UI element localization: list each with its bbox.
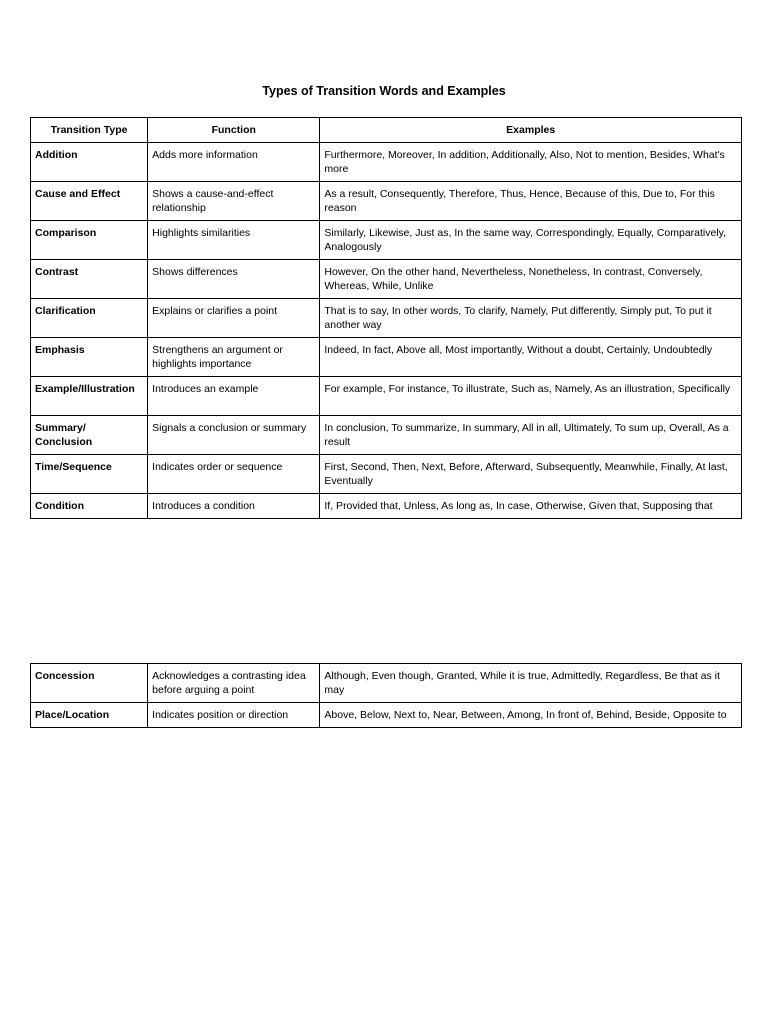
- row-examples: If, Provided that, Unless, As long as, In case, Otherwise, Given that, Supposing that: [320, 494, 742, 519]
- header-examples: Examples: [320, 118, 742, 143]
- row-function: Signals a conclusion or summary: [148, 416, 320, 455]
- row-type: Time/Sequence: [31, 455, 148, 494]
- row-examples: Similarly, Likewise, Just as, In the same way, Correspondingly, Equally, Comparatively, Analogously: [320, 221, 742, 260]
- row-examples: Indeed, In fact, Above all, Most importantly, Without a doubt, Certainly, Undoubtedly: [320, 338, 742, 377]
- row-function: Introduces a condition: [148, 494, 320, 519]
- transition-table: [30, 117, 742, 519]
- row-type: Concession: [31, 664, 148, 703]
- row-type: Cause and Effect: [31, 182, 148, 221]
- row-function: Shows differences: [148, 260, 320, 299]
- row-function: Shows a cause-and-effect relationship: [148, 182, 320, 221]
- row-type: Example/Illustration: [31, 377, 148, 416]
- row-type: Comparison: [31, 221, 148, 260]
- table-row: [31, 416, 742, 455]
- row-function: Strengthens an argument or highlights importance: [148, 338, 320, 377]
- header-transition-type: Transition Type: [31, 118, 148, 143]
- row-examples: However, On the other hand, Nevertheless, Nonetheless, In contrast, Conversely, Whereas, While, Unlike: [320, 260, 742, 299]
- table-row: [31, 703, 742, 728]
- table-row: [31, 494, 742, 519]
- row-type: Place/Location: [31, 703, 148, 728]
- row-examples: Furthermore, Moreover, In addition, Additionally, Also, Not to mention, Besides, What's more: [320, 143, 742, 182]
- table-row: [31, 338, 742, 377]
- row-type: Emphasis: [31, 338, 148, 377]
- row-examples: That is to say, In other words, To clarify, Namely, Put differently, Simply put, To put it another way: [320, 299, 742, 338]
- table-row: [31, 664, 742, 703]
- row-function: Indicates order or sequence: [148, 455, 320, 494]
- row-examples: For example, For instance, To illustrate, Such as, Namely, As an illustration, Specifically: [320, 377, 742, 416]
- row-function: Introduces an example: [148, 377, 320, 416]
- row-examples: Above, Below, Next to, Near, Between, Among, In front of, Behind, Beside, Opposite to: [320, 703, 742, 728]
- row-function: Indicates position or direction: [148, 703, 320, 728]
- table-row: [31, 143, 742, 182]
- table-row: [31, 455, 742, 494]
- row-function: Acknowledges a contrasting idea before arguing a point: [148, 664, 320, 703]
- row-type: Contrast: [31, 260, 148, 299]
- row-function: Explains or clarifies a point: [148, 299, 320, 338]
- row-function: Highlights similarities: [148, 221, 320, 260]
- row-type: Summary/ Conclusion: [31, 416, 148, 455]
- row-type: Clarification: [31, 299, 148, 338]
- table-header-row: [31, 118, 742, 143]
- table-row: [31, 377, 742, 416]
- table-row: [31, 221, 742, 260]
- transition-table-continued: [30, 663, 742, 728]
- row-examples: As a result, Consequently, Therefore, Thus, Hence, Because of this, Due to, For this reason: [320, 182, 742, 221]
- row-type: Condition: [31, 494, 148, 519]
- table-row: [31, 299, 742, 338]
- document-title: Types of Transition Words and Examples: [262, 84, 506, 98]
- table-row: [31, 182, 742, 221]
- row-examples: Although, Even though, Granted, While it is true, Admittedly, Regardless, Be that as it may: [320, 664, 742, 703]
- table-row: [31, 260, 742, 299]
- row-type: Addition: [31, 143, 148, 182]
- row-examples: In conclusion, To summarize, In summary, All in all, Ultimately, To sum up, Overall, As a result: [320, 416, 742, 455]
- row-examples: First, Second, Then, Next, Before, Afterward, Subsequently, Meanwhile, Finally, At last, Eventually: [320, 455, 742, 494]
- header-function: Function: [148, 118, 320, 143]
- row-function: Adds more information: [148, 143, 320, 182]
